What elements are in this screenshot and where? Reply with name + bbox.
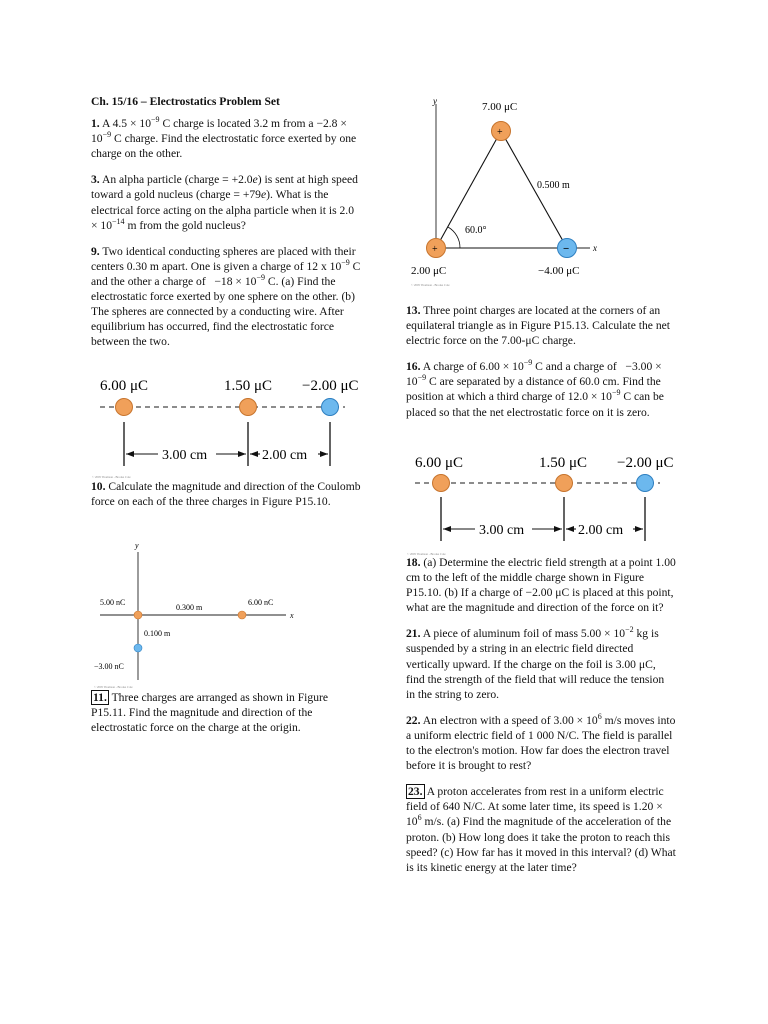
svg-text:−: − (563, 243, 570, 255)
svg-text:y: y (433, 96, 437, 106)
svg-text:1.50 μC: 1.50 μC (539, 455, 588, 471)
distance-3cm: 3.00 cm (162, 448, 208, 463)
charge-bottom (134, 644, 142, 652)
sphere-neg2uC (322, 399, 339, 416)
charge-label-6uC: 6.00 μC (100, 378, 149, 394)
svg-text:0.300 m: 0.300 m (176, 603, 203, 612)
svg-text:60.0°: 60.0° (465, 225, 487, 236)
svg-text:0.100 m: 0.100 m (144, 629, 171, 638)
svg-text:+: + (432, 244, 438, 255)
svg-text:+: + (497, 127, 503, 138)
figure-p15-10-left (90, 370, 360, 482)
svg-text:6.00 μC: 6.00 μC (415, 455, 464, 471)
problem-1: 1. A $4.5 \times 10^{-9}$ C charge is located 3.2 m from $a -2.8 \times 10^{-9}$ C charge. Find the electrostatic force exerted by one charge on the other. (91, 115, 357, 161)
problem-10: 10. Calculate the magnitude and direction of the Coulomb force on each of the three charges in Figure P15.10. (91, 480, 361, 509)
problem-3: 3. An alpha particle (charge = +2.0e) is sent at high speed toward a gold nucleus (charge = +79e). What is the electrical force acting on the alpha particle when it is $2.0 \times 10^{-14}$ m from the gold nucleus? (91, 173, 358, 232)
svg-text:2.00 μC: 2.00 μC (411, 265, 447, 277)
problem-13: 13. Three point charges are located at the corners of an equilateral triangle as in Figure P15.13. Calculate the net electric force on the 7.00-μC charge. (406, 304, 671, 348)
svg-text:© 2005 Thomson - Brooks Cole: © 2005 Thomson - Brooks Cole (411, 283, 450, 287)
problem-18: 18. (a) Determine the electric field strength at a point 1.00 cm to the left of the middle charge shown in Figure P15.10. (b) If a charge of −2.00 μC is placed at this point, what are the magnitude and direction of the force on it? (406, 556, 676, 615)
figure-p15-10-right (405, 447, 675, 559)
charge-right (238, 611, 246, 619)
svg-text:x: x (593, 243, 597, 253)
svg-text:7.00 μC: 7.00 μC (482, 101, 518, 113)
problem-9: 9. Two identical conducting spheres are placed with their centers 0.30 m apart. One is given a charge of 12 x $10^{-9}$ C and the other a charge of $-18 \times 10^{-9}$ C. (a) Find the electrostatic force exerted by one sphere on the other. (b) The spheres are connected by a conducting wire. After equilibrium has occurred, find the electrostatic force between the two. (91, 244, 361, 349)
problem-11: 11. Three charges are arranged as shown in Figure P15.11. Find the magnitude and direction of the electrostatic force on the charge at the origin. (91, 691, 328, 735)
svg-text:5.00 nC: 5.00 nC (100, 598, 126, 607)
problem-16: 16. A charge of $6.00 \times 10^{-9}$ C and a charge of $-3.00 \times 10^{-9}$ C are separated by a distance of 60.0 cm. Find the position at which a third charge of $12.0 \times 10^{-9}$ C can be placed so that the net electrostatic force on it is zero. (406, 358, 664, 419)
figure-p15-11 (92, 540, 304, 690)
svg-text:−4.00 μC: −4.00 μC (538, 265, 580, 277)
svg-text:−2.00 μC: −2.00 μC (617, 455, 674, 471)
right-column-mid (406, 303, 676, 420)
svg-text:3.00 cm: 3.00 cm (479, 523, 525, 538)
svg-text:2.00 cm: 2.00 cm (578, 523, 624, 538)
page-title: Ch. 15/16 – Electrostatics Problem Set (91, 95, 280, 108)
charge-label-1-5uC: 1.50 μC (224, 378, 273, 394)
svg-text:© 2005 Thomson - Brooks Cole: © 2005 Thomson - Brooks Cole (407, 552, 446, 556)
sphere-6uC (116, 399, 133, 416)
svg-text:−3.00 nC: −3.00 nC (94, 662, 124, 671)
svg-text:6.00 nC: 6.00 nC (248, 598, 274, 607)
problem-21: 21. A piece of aluminum foil of mass $5.00 \times 10^{-2}$ kg is suspended by a string in an electric field directed vertically upward. If the charge on the foil is 3.00 μC, find the strength of the field that will reduce the tension in the string to zero. (406, 625, 665, 701)
svg-text:y: y (135, 541, 139, 550)
figure-p15-13 (405, 94, 605, 290)
svg-text:x: x (290, 611, 294, 620)
sphere-1-5uC (240, 399, 257, 416)
distance-2cm: 2.00 cm (262, 448, 308, 463)
svg-text:© 2005 Thomson - Brooks Cole: © 2005 Thomson - Brooks Cole (92, 475, 131, 479)
problem-22: 22. An electron with a speed of $3.00 \times 10^6$ m/s moves into a uniform electric field of 1 000 N/C. The field is parallel to the electron's motion. How far does the electron travel before it is brought to rest? (406, 711, 676, 773)
charge-origin (134, 611, 142, 619)
right-column-bottom (406, 555, 676, 875)
left-column-top (91, 94, 361, 349)
problem-23: 23. A proton accelerates from rest in a uniform electric field of 640 N/C. At some later time, its speed is $1.20 \times 10^6$ m/s. (a) Find the magnitude of the acceleration of the proton. (b) How long does it take the proton to reach this speed? (c) How far has it moved in this interval? (d) What is its kinetic energy at the later time? (406, 785, 676, 874)
charge-label-neg2uC: −2.00 μC (302, 378, 359, 394)
svg-text:© 2005 Thomson - Brooks Cole: © 2005 Thomson - Brooks Cole (94, 685, 133, 689)
svg-text:0.500 m: 0.500 m (537, 180, 570, 191)
